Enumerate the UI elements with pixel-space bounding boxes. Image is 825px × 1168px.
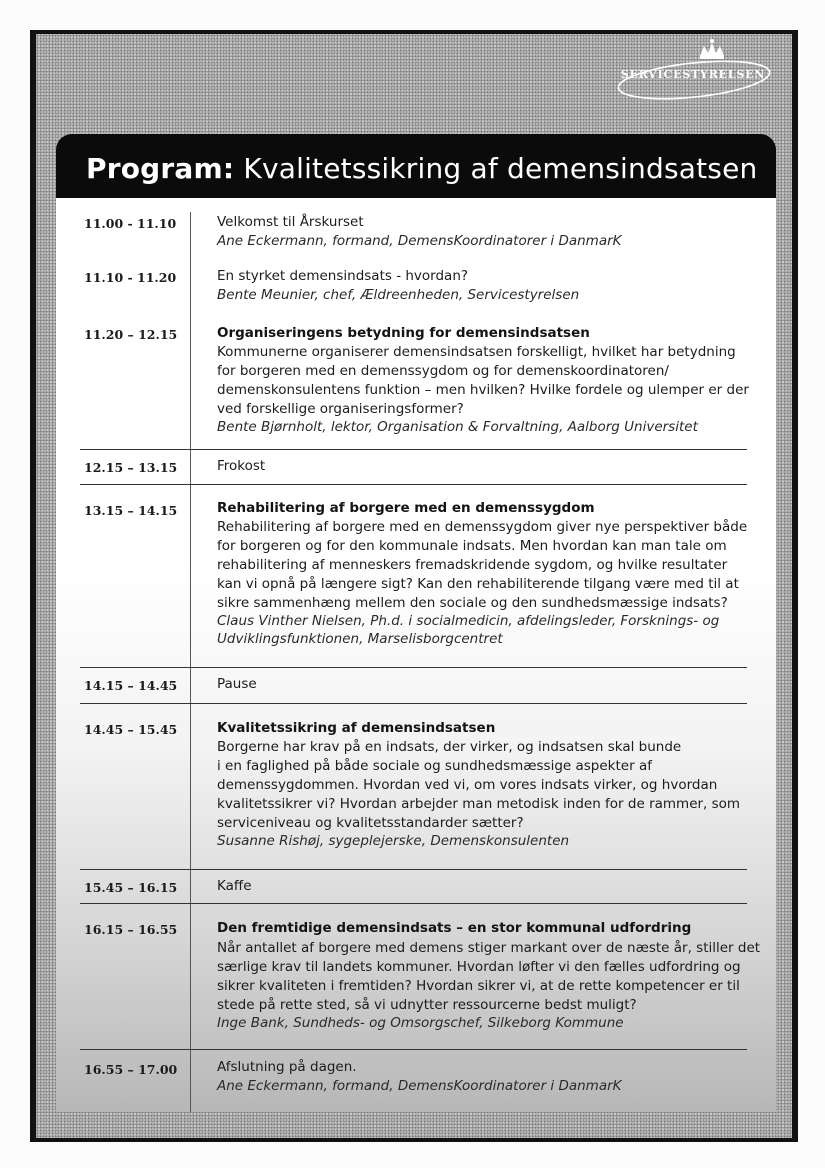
item-text: kan vi opnå på længere sigt? Kan den rehabiliterende tilgang være med til at — [217, 576, 739, 592]
item-speaker: Bente Meunier, chef, Ældreenheden, Servicestyrelsen — [217, 287, 580, 303]
time-slot: 14.15 – 14.45 — [84, 678, 178, 693]
row-divider — [80, 703, 747, 704]
item-text: serviceniveau og kvalitetsstandarder sætter? — [217, 815, 524, 831]
item-text: Frokost — [217, 458, 266, 474]
item-text: Pause — [217, 676, 257, 692]
time-slot: 11.20 – 12.15 — [84, 327, 178, 342]
item-text: ved forskellige organiseringsformer? — [217, 401, 464, 417]
item-title: Rehabilitering af borgere med en demenssygdom — [217, 500, 595, 516]
item-text: for borgeren med en demenssygdom og for demenskoordinatoren/ — [217, 363, 669, 379]
time-slot: 16.15 – 16.55 — [84, 922, 178, 937]
time-slot: 15.45 – 16.15 — [84, 880, 178, 895]
item-text: sikrer kvaliteten i fremtiden? Hvordan sikrer vi, at de rette kompetencer er til — [217, 978, 740, 994]
column-divider — [190, 212, 191, 1112]
item-text: sikre sammenhæng mellem den sociale og den sundhedsmæssige indsats? — [217, 595, 728, 611]
item-text: Afslutning på dagen. — [217, 1059, 357, 1075]
title-bold: Program: — [86, 152, 235, 185]
item-speaker: Ane Eckermann, formand, DemensKoordinatorer i DanmarK — [217, 233, 622, 249]
row-divider — [80, 1049, 747, 1050]
time-slot: 16.55 – 17.00 — [84, 1062, 178, 1077]
row-divider — [80, 869, 747, 870]
item-text: særlige krav til landets kommuner. Hvordan løfter vi den fælles udfordring og — [217, 959, 741, 975]
item-speaker: Bente Bjørnholt, lektor, Organisation & Forvaltning, Aalborg Universitet — [217, 419, 698, 435]
item-text: Rehabilitering af borgere med en demenssygdom giver nye perspektiver både — [217, 519, 748, 535]
row-divider — [80, 667, 747, 668]
item-text: i en faglighed på både sociale og sundhedsmæssige aspekter af — [217, 758, 652, 774]
item-text: rehabilitering af menneskers fremadskridende sygdom, og hvilke resultater — [217, 557, 728, 573]
item-text: demenskonsulentens funktion – men hvilken? Hvilke fordele og ulemper er der — [217, 382, 749, 398]
item-title: Den fremtidige demensindsats – en stor kommunal udfordring — [217, 920, 692, 936]
item-speaker: Claus Vinther Nielsen, Ph.d. i socialmedicin, afdelingsleder, Forsknings- og — [217, 613, 720, 629]
item-text: Kommunerne organiserer demensindsatsen forskelligt, hvilket har betydning — [217, 344, 736, 360]
item-text: demenssygdommen. Hvordan ved vi, om vores indsats virker, og hvordan — [217, 777, 718, 793]
time-slot: 12.15 – 13.15 — [84, 460, 178, 475]
time-slot: 14.45 – 15.45 — [84, 722, 178, 737]
item-speaker: Ane Eckermann, formand, DemensKoordinatorer i DanmarK — [217, 1078, 622, 1094]
item-text: stede på rette sted, så vi udnytter ressourcerne bedst muligt? — [217, 997, 637, 1013]
time-slot: 11.10 - 11.20 — [84, 270, 177, 285]
item-speaker: Susanne Rishøj, sygeplejerske, Demenskonsulenten — [217, 833, 570, 849]
servicestyrelsen-logo — [612, 38, 782, 108]
item-text: En styrket demensindsats - hvordan? — [217, 268, 469, 284]
item-title: Organiseringens betydning for demensindsatsen — [217, 325, 590, 341]
row-divider — [80, 903, 747, 904]
page-title — [86, 152, 757, 185]
time-slot: 13.15 – 14.15 — [84, 503, 178, 518]
time-slot: 11.00 - 11.10 — [84, 216, 177, 231]
item-text: for borgeren og for den kommunale indsats. Men hvordan kan man tale om — [217, 538, 727, 554]
item-text: Når antallet af borgere med demens stiger markant over de næste år, stiller det — [217, 940, 761, 956]
row-divider — [80, 484, 747, 485]
row-divider — [80, 449, 747, 450]
logo-text: SERVICESTYRELSEN — [620, 68, 766, 81]
item-text: Borgerne har krav på en indsats, der virker, og indsatsen skal bunde — [217, 739, 682, 755]
item-text: Kaffe — [217, 878, 252, 894]
item-speaker: Udviklingsfunktionen, Marselisborgcentret — [217, 631, 503, 647]
title-rest: Kvalitetssikring af demensindsatsen — [234, 152, 758, 185]
item-text: Velkomst til Årskurset — [217, 214, 364, 230]
program-header — [56, 134, 776, 198]
item-title: Kvalitetssikring af demensindsatsen — [217, 720, 496, 736]
item-text: kvalitetssikrer vi? Hvordan arbejder man metodisk inden for de rammer, som — [217, 796, 741, 812]
item-speaker: Inge Bank, Sundheds- og Omsorgschef, Silkeborg Kommune — [217, 1015, 624, 1031]
